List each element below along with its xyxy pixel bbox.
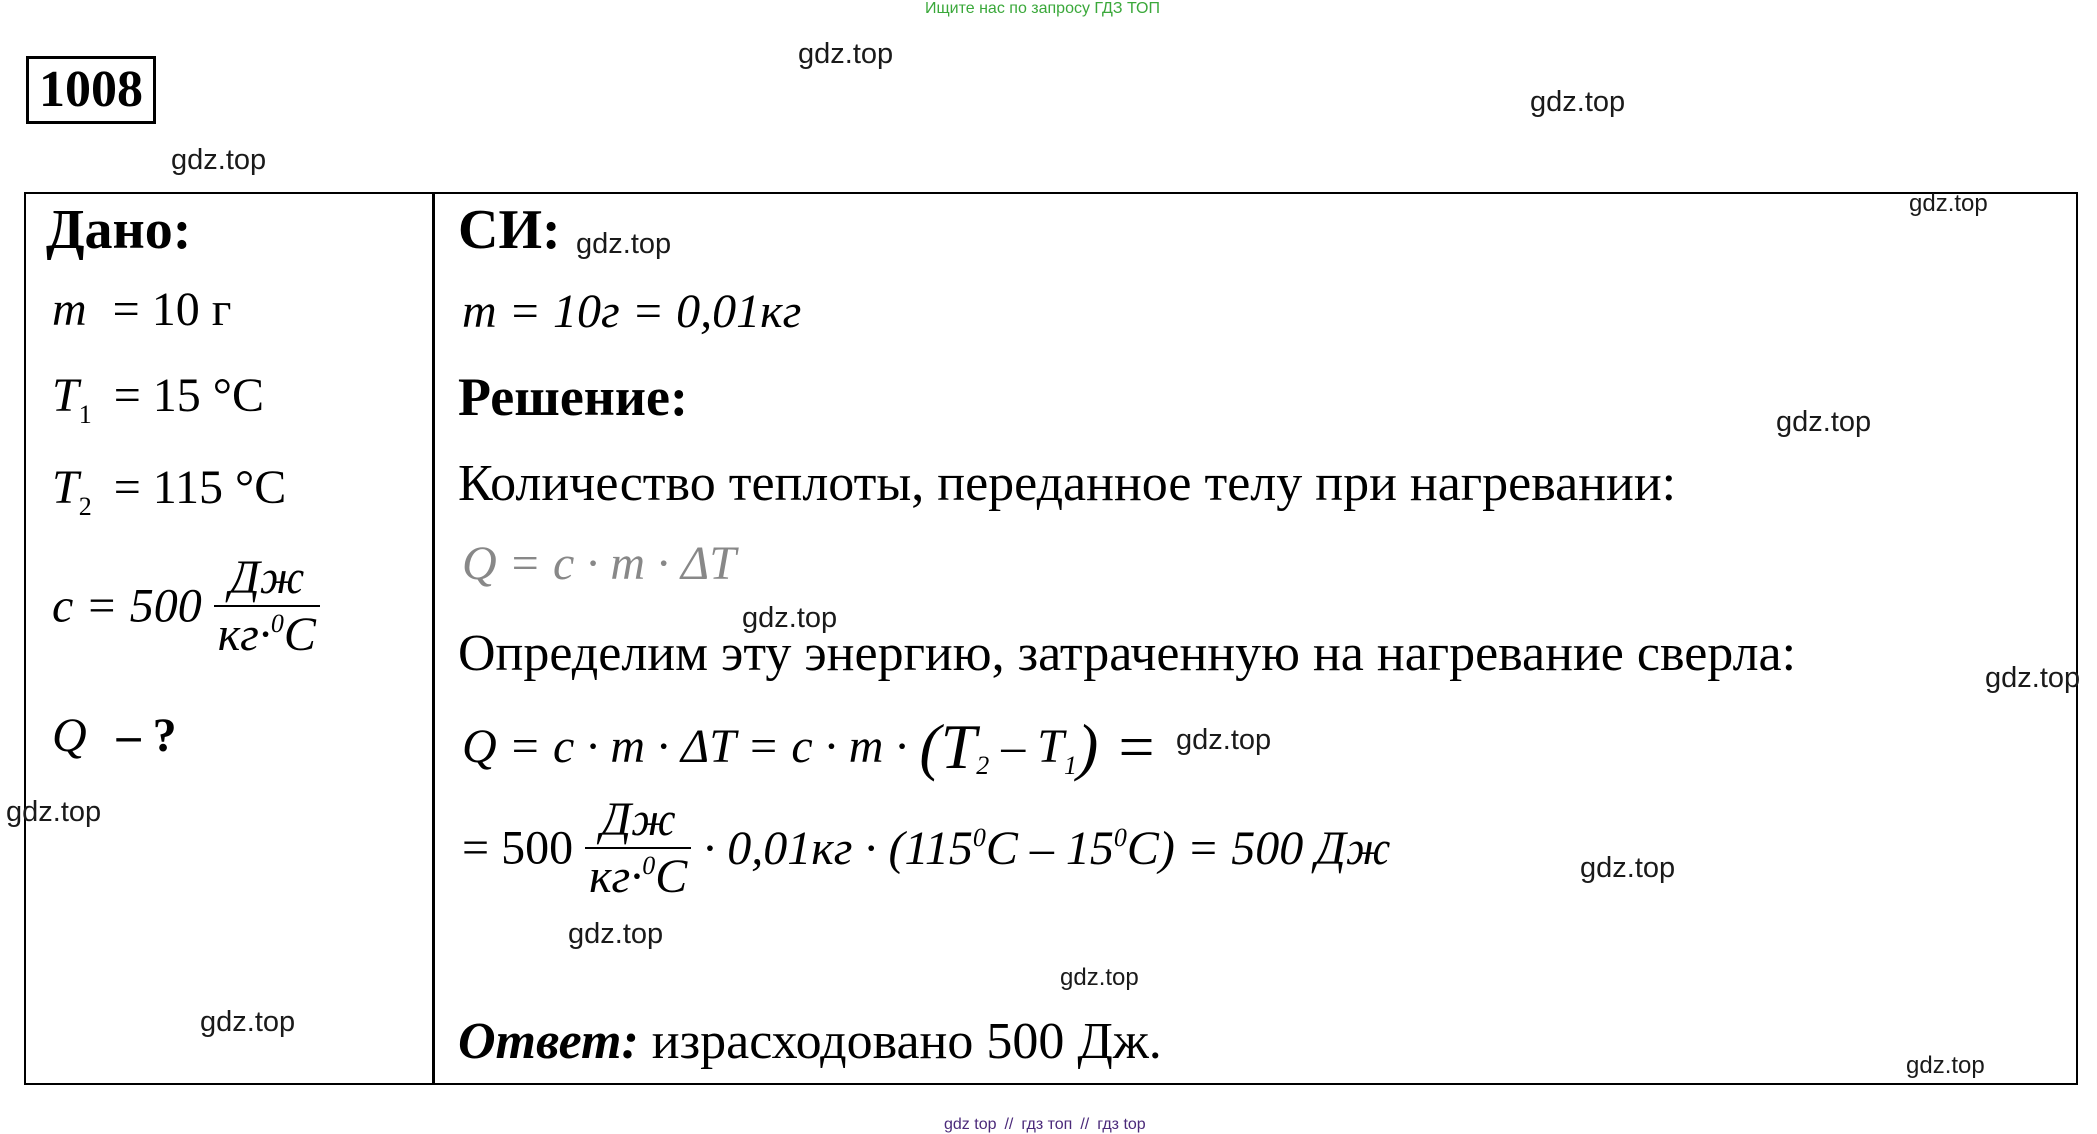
footer-link-2[interactable]: гдз топ <box>1021 1116 1073 1133</box>
formula-2: $Q = c \cdot m \cdot \Delta T = c \cdot m \cdot (T_2 - T_1)$ = <box>462 711 1158 782</box>
given-c-den: кг·$^0$C <box>217 608 316 661</box>
watermark: gdz.top <box>1176 724 1272 756</box>
given-c-lhs: c = 500 <box>52 579 202 633</box>
given-t2-value: = 115 °C <box>113 461 287 514</box>
given-q <box>52 708 177 763</box>
answer <box>458 1012 1162 1071</box>
given-mass-symbol: m <box>52 283 87 336</box>
footer-link-1[interactable]: gdz top <box>944 1116 997 1133</box>
given-mass <box>52 282 231 337</box>
footer-link-3[interactable]: гдз top <box>1097 1116 1146 1133</box>
answer-label: Ответ: <box>458 1013 639 1070</box>
watermark: gdz.top <box>200 1006 296 1038</box>
given-t1-symbol: T <box>52 369 79 422</box>
given-t2-index: 2 <box>78 492 92 521</box>
si-line: m = 10г = 0,01кг <box>462 285 802 338</box>
watermark: gdz.top <box>1776 406 1872 438</box>
solution-text-1: Количество теплоты, переданное телу при нагревании: <box>458 455 1677 512</box>
problem-number: 1008 <box>26 56 156 124</box>
given-mass-value: = 10 г <box>112 283 232 336</box>
watermark: gdz.top <box>6 796 102 828</box>
watermark: gdz.top <box>568 918 664 950</box>
watermark: gdz.top <box>1985 662 2081 694</box>
footer-separator: // <box>1080 1116 1090 1133</box>
given-header: Дано: <box>46 199 192 261</box>
watermark: gdz.top <box>1530 86 1626 118</box>
promo-text: Ищите нас по запросу ГДЗ ТОП <box>925 0 1160 17</box>
given-c-num: Дж <box>214 550 320 607</box>
watermark: gdz.top <box>1906 1052 1985 1079</box>
given-c <box>52 550 320 662</box>
footer-separator: // <box>1004 1116 1014 1133</box>
given-t1-value: = 15 °C <box>113 369 264 422</box>
watermark: gdz.top <box>798 38 894 70</box>
given-t1-index: 1 <box>78 400 92 429</box>
watermark: gdz.top <box>1909 190 1988 217</box>
given-q-unknown: – ? <box>116 709 177 762</box>
given-t2 <box>52 460 286 522</box>
watermark: gdz.top <box>171 144 267 176</box>
solution-header: Решение: <box>458 367 688 427</box>
calc-fraction: $\frac{Дж}{кг\cdot^0C}$ <box>585 792 691 904</box>
formula-1: Q = c · m · ΔT <box>462 537 736 590</box>
footer <box>944 1116 1146 1134</box>
watermark: gdz.top <box>1060 964 1139 991</box>
watermark: gdz.top <box>1580 852 1676 884</box>
calculation: = 500 $\frac{Дж}{кг\cdot^0C}$ · $0,01кг \cdot (115^0C - 15^0C) = 500$ Дж <box>462 793 1391 903</box>
given-t1 <box>52 368 264 430</box>
column-divider <box>432 192 435 1085</box>
watermark: gdz.top <box>742 602 838 634</box>
si-header: СИ: <box>458 199 561 261</box>
watermark: gdz.top <box>576 228 672 260</box>
given-t2-symbol: T <box>52 461 79 514</box>
answer-text: израсходовано 500 Дж. <box>651 1013 1162 1070</box>
solution-text-2: Определим эту энергию, затраченную на нагревание сверла: <box>458 625 1797 682</box>
given-q-symbol: Q <box>52 709 87 762</box>
given-c-fraction <box>214 550 320 662</box>
